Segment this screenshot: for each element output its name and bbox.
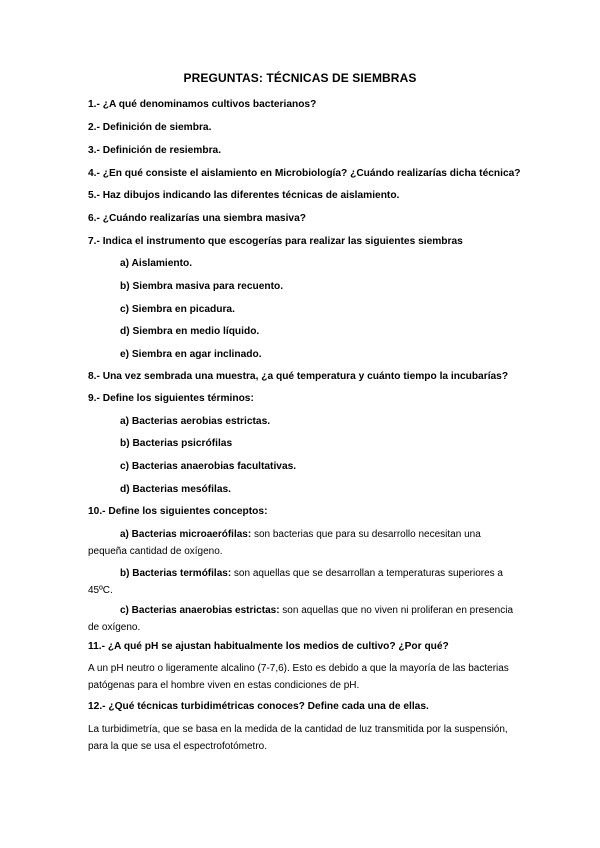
q7-item-b: b) Siembra masiva para recuento.	[120, 281, 284, 292]
q10-text-c: son aquellas que no viven ni proliferan en presencia de oxígeno.	[88, 605, 514, 633]
question-2: 2.- Definición de siembra.	[88, 122, 212, 133]
q7-item-d: d) Siembra en medio líquido.	[120, 326, 260, 337]
question-4: 4.- ¿En qué consiste el aislamiento en Microbiología? ¿Cuándo realizarías dicha técnica?	[88, 168, 521, 179]
q10-term-b: b) Bacterias termófilas:	[120, 568, 232, 579]
question-9: 9.- Define los siguientes términos:	[88, 393, 254, 404]
answer-11: A un pH neutro o ligeramente alcalino (7-7,6). Esto es debido a que la mayoría de las bacterias patógenas para el hombre viven en estas condiciones de pH.	[88, 663, 509, 691]
question-6: 6.- ¿Cuándo realizarías una siembra masiva?	[88, 213, 306, 224]
question-7: 7.- Indica el instrumento que escogerías para realizar las siguientes siembras	[88, 236, 463, 247]
q10-answer-c	[88, 602, 518, 636]
question-10: 10.- Define los siguientes conceptos:	[88, 506, 268, 517]
q10-answer-b	[88, 565, 518, 599]
q7-item-c: c) Siembra en picadura.	[120, 304, 235, 315]
q9-item-d: d) Bacterias mesófilas.	[120, 484, 231, 495]
answer-12: La turbidimetría, que se basa en la medida de la cantidad de luz transmitida por la suspensión, para la que se usa el espectrofotómetro.	[88, 724, 508, 752]
q9-item-a: a) Bacterias aerobias estrictas.	[120, 416, 271, 427]
q10-text-b: son aquellas que se desarrollan a temperaturas superiores a 45ºC.	[88, 568, 503, 596]
q10-text-a: son bacterias que para su desarrollo necesitan una pequeña cantidad de oxígeno.	[88, 529, 481, 557]
question-12: 12.- ¿Qué técnicas turbidimétricas conoces? Define cada una de ellas.	[88, 701, 429, 712]
q9-item-b: b) Bacterias psicrófilas	[120, 438, 233, 449]
q9-item-c: c) Bacterias anaerobias facultativas.	[120, 461, 297, 472]
question-8: 8.- Una vez sembrada una muestra, ¿a qué temperatura y cuánto tiempo la incubarías?	[88, 371, 509, 382]
q10-answer-a	[88, 526, 518, 560]
question-3: 3.- Definición de resiembra.	[88, 145, 222, 156]
q7-item-a: a) Aislamiento.	[120, 258, 193, 269]
question-11: 11.- ¿A qué pH se ajustan habitualmente los medios de cultivo? ¿Por qué?	[88, 641, 449, 652]
q7-item-e: e) Siembra en agar inclinado.	[120, 349, 262, 360]
question-1: 1.- ¿A qué denominamos cultivos bacterianos?	[88, 99, 317, 110]
q10-term-a: a) Bacterias microaerófilas:	[120, 529, 252, 540]
page-title: PREGUNTAS: TÉCNICAS DE SIEMBRAS	[183, 71, 417, 85]
q10-term-c: c) Bacterias anaerobias estrictas:	[120, 605, 280, 616]
question-5: 5.- Haz dibujos indicando las diferentes técnicas de aislamiento.	[88, 190, 400, 201]
